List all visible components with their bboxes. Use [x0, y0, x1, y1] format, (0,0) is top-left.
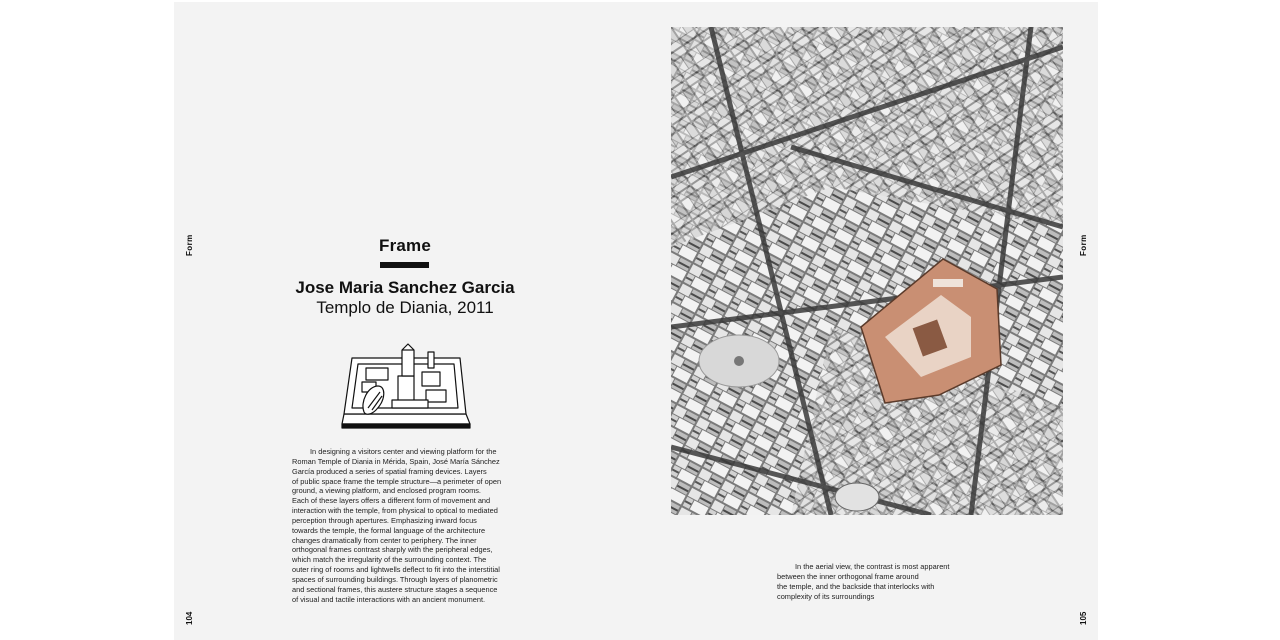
body-line: of visual and tactile interactions with an ancient monument. — [292, 594, 486, 604]
body-line: Each of these layers offers a different form of movement and — [292, 496, 491, 506]
body-line: and sectional frames, this austere structure stages a sequence — [292, 584, 498, 594]
body-line: changes dramatically from center to periphery. The inner — [292, 535, 477, 545]
author-name: Jose Maria Sanchez Garcia — [295, 278, 515, 297]
body-line: spaces of surrounding buildings. Through layers of planometric — [292, 574, 498, 584]
caption-line: complexity of its surroundings — [777, 591, 875, 601]
body-line: towards the temple, the formal language of the architecture — [292, 525, 486, 535]
book-spread — [174, 2, 1098, 640]
page-number-left: 104 — [185, 611, 194, 625]
body-line: interaction with the temple, from physical to optical to mediated — [292, 506, 498, 516]
running-head-right: Form — [1079, 234, 1088, 256]
figure-caption — [777, 562, 977, 601]
body-line: perception through apertures. Emphasizing inward focus — [292, 515, 477, 525]
caption-line: between the inner orthogonal frame around — [777, 571, 919, 581]
caption-line: the temple, and the backside that interlocks with — [777, 581, 935, 591]
body-line: ground, a viewing platform, and enclosed program rooms. — [292, 486, 481, 496]
page-number-right: 105 — [1079, 611, 1088, 625]
body-line: Roman Temple of Diania in Mérida, Spain, José María Sánchez — [292, 456, 500, 466]
body-line: In designing a visitors center and viewing platform for the — [310, 447, 497, 456]
body-line: which match the irregularity of the surrounding context. The — [292, 555, 487, 565]
section-title: Frame — [378, 236, 432, 255]
title-rule — [380, 262, 429, 268]
body-text — [292, 447, 520, 605]
caption-line: In the aerial view, the contrast is most apparent — [795, 562, 950, 571]
axonometric-drawing — [338, 342, 474, 432]
project-title: Templo de Diania, 2011 — [316, 298, 494, 317]
aerial-photo — [671, 27, 1063, 515]
body-line: outer ring of rooms and lightwells deflect to fit into the interstitial — [292, 565, 500, 575]
body-line: García produced a series of spatial framing devices. Layers — [292, 466, 487, 476]
body-line: orthogonal frames contrast sharply with the peripheral edges, — [292, 545, 493, 555]
body-line: of public space frame the temple structure—a perimeter of open — [292, 476, 502, 486]
running-head-left: Form — [185, 234, 194, 256]
